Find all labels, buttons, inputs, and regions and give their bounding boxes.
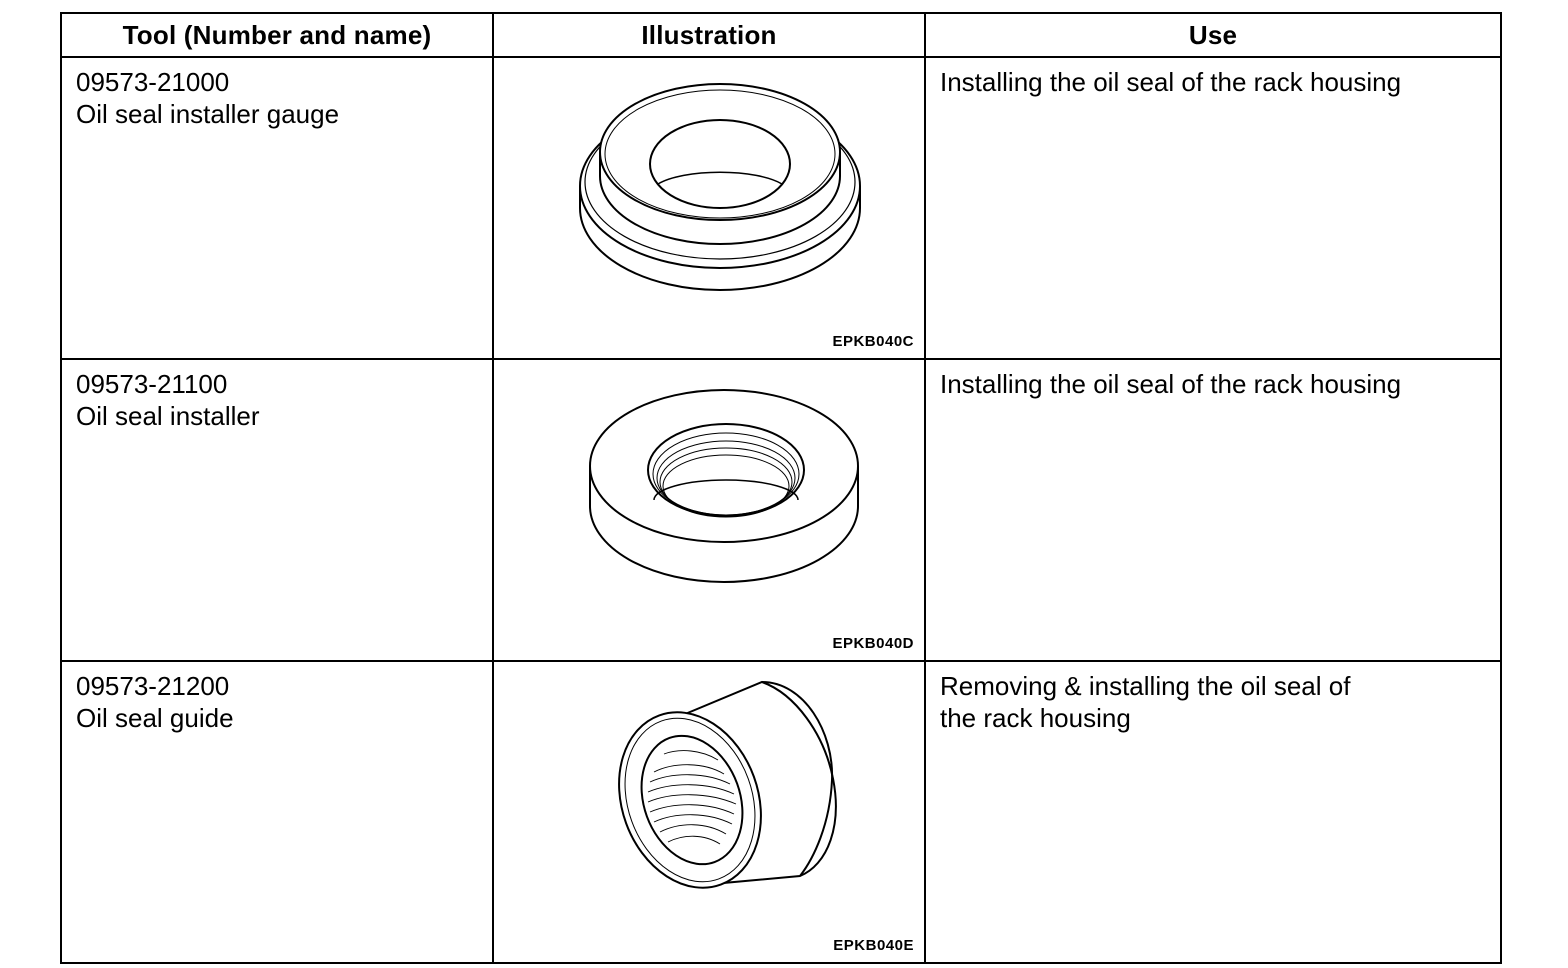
tool-number: 09573-21100: [76, 369, 228, 399]
table-header-row: [61, 13, 1501, 57]
tool-name: Oil seal installer: [76, 401, 260, 431]
special-tools-sheet: [60, 12, 1500, 954]
threaded-sleeve-guide-icon: [494, 662, 926, 954]
tool-name: Oil seal installer gauge: [76, 99, 340, 129]
tool-cell: [61, 57, 493, 359]
header-use: Use: [925, 13, 1501, 57]
use-text: Installing the oil seal of the rack housing: [940, 369, 1402, 399]
threaded-ring-installer-icon: [494, 360, 926, 652]
use-cell: [925, 57, 1501, 359]
tool-cell: [61, 661, 493, 963]
illustration-cell: [493, 57, 925, 359]
tool-number: 09573-21000: [76, 67, 230, 97]
stepped-ring-gauge-icon: [494, 58, 926, 350]
use-text-line-1: Removing & installing the oil seal of: [940, 671, 1351, 701]
tool-number: 09573-21200: [76, 671, 230, 701]
illustration-code: EPKB040D: [832, 635, 914, 652]
use-cell: [925, 359, 1501, 661]
table-row: [61, 57, 1501, 359]
special-tools-table: [60, 12, 1502, 964]
illustration-code: EPKB040C: [832, 333, 914, 350]
header-tool: Tool (Number and name): [61, 13, 493, 57]
table-row: [61, 359, 1501, 661]
illustration-cell: [493, 661, 925, 963]
illustration-code: EPKB040E: [833, 937, 914, 954]
table-row: [61, 661, 1501, 963]
use-cell: [925, 661, 1501, 963]
tool-cell: [61, 359, 493, 661]
header-illustration: Illustration: [493, 13, 925, 57]
use-text-line-2: the rack housing: [940, 703, 1131, 733]
illustration-cell: [493, 359, 925, 661]
use-text: Installing the oil seal of the rack housing: [940, 67, 1402, 97]
tool-name: Oil seal guide: [76, 703, 234, 733]
